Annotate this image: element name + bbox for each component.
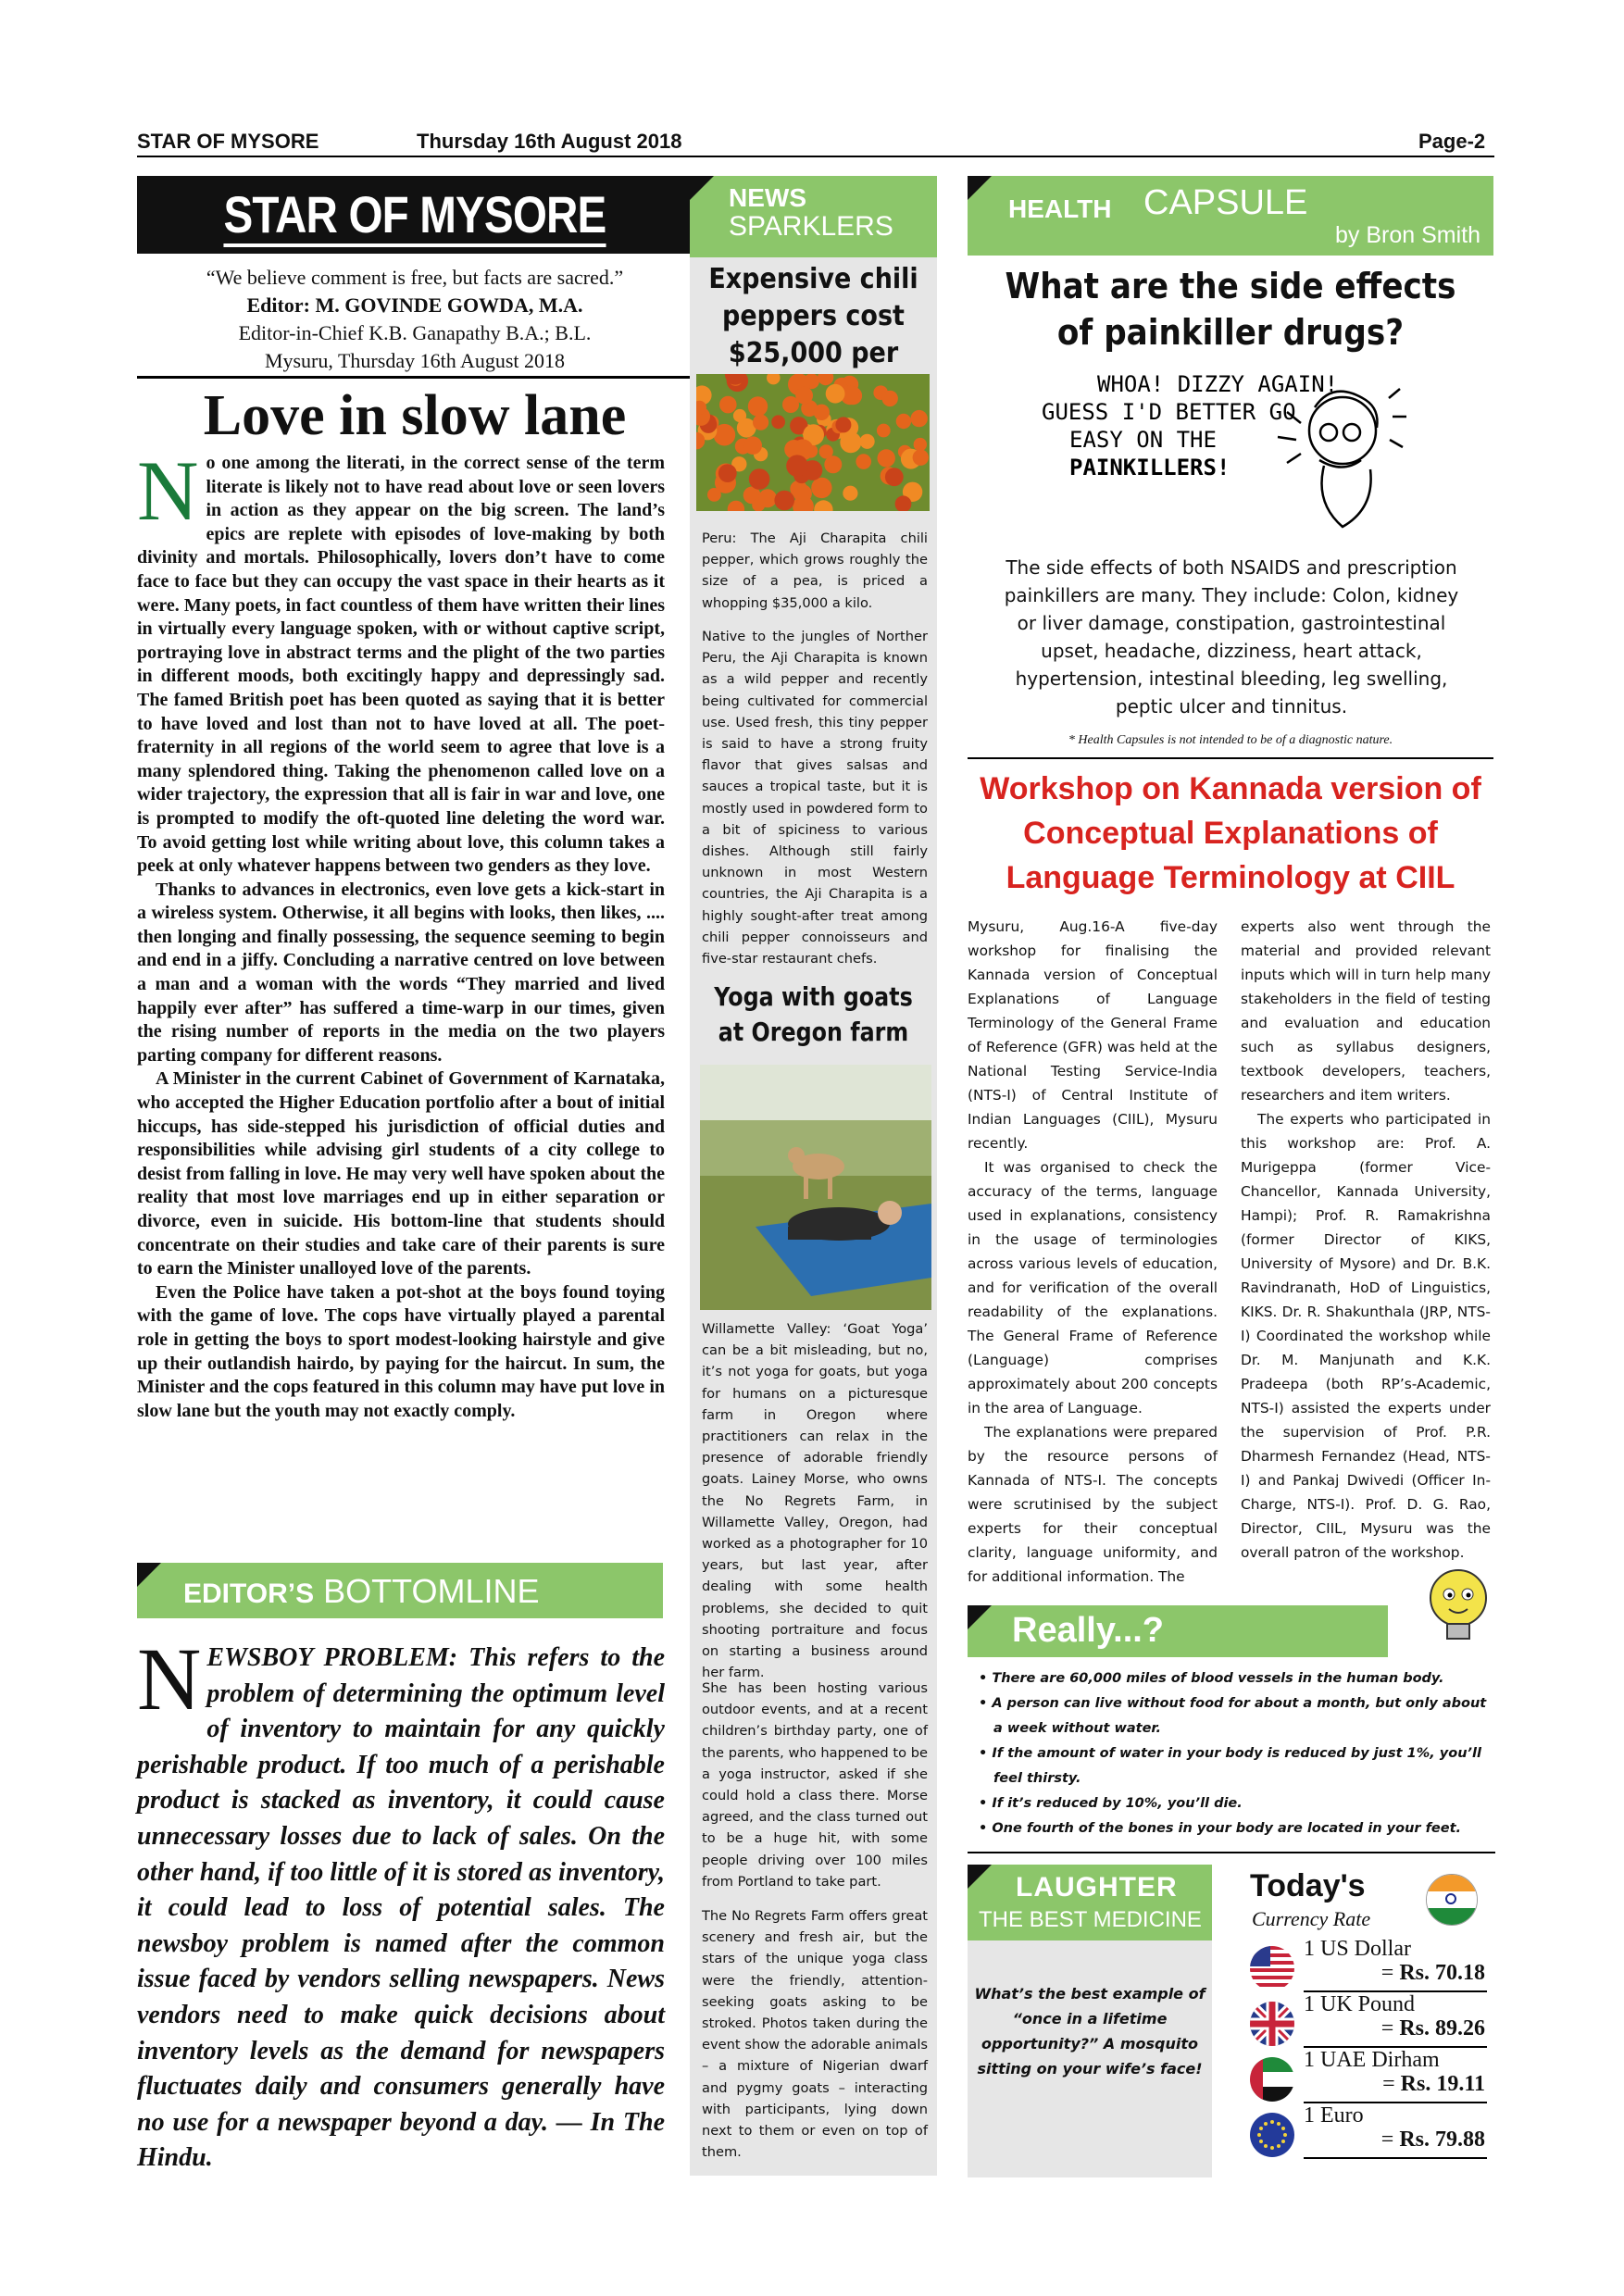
cartoon-line: GUESS I'D BETTER GO [1042,399,1296,425]
chili-pepper [860,434,875,449]
currency-name: 1 UAE Dirham [1304,2048,1440,2072]
chili-pepper [856,454,871,469]
bottomline-body: EWSBOY PROBLEM: This refers to the problem of determining the optimum level of inventory to maintain for any quickly perishable product. If too much of a perishable product is stacked as inventory, it could cause unnecessary losses due to lack of sales. On the other hand, if too little of it is stored as inventory, it could lead to loss of potential sales. The newsboy problem is named after the common issue faced by vendors selling newspapers. News vendors need to make quick decisions about inventory levels as the demand for newspapers fluctuates daily and consumers generally have no use for a newspaper beyond a day. — In The Hindu. [137,1643,665,2173]
chili-pepper [885,468,904,486]
chili-pepper [758,489,777,507]
chili-pepper [843,486,857,501]
uae-flag-icon [1250,2057,1294,2102]
currency-row [1241,1939,1493,1994]
goat-yoga-image [700,1065,931,1310]
editorial-headline: Love in slow lane [203,384,627,447]
currency-rate: Rs. 19.11 [1400,2072,1485,2096]
section-rule [968,1852,1495,1853]
fact-item: • There are 60,000 miles of blood vessels in the human body. [979,1671,1444,1686]
goat-yoga-photo [700,1065,931,1310]
masthead [137,176,693,254]
health-text: The side effects of both NSAIDS and prescription painkillers are many. They include: Colon, kidney or liver damage, constipation, gastrointestinal upset, headache, dizziness, heart attack, hypertension, intestinal bleeding, leg swelling, peptic ulcer and tinnitus. [1004,556,1459,718]
bottomline-label-bold: EDITOR’S [183,1578,315,1609]
laughter-banner [968,1865,1212,1940]
cartoon-line: PAINKILLERS! [1069,455,1230,480]
us-flag-icon [1250,1946,1294,1990]
fact-item: • A person can live without food for about a month, but only about a week without water. [979,1696,1487,1736]
editor-line: Editor: M. GOVINDE GOWDA, M.A. [246,293,583,317]
chili-pepper [911,410,928,427]
equals-sign: = [1380,2016,1400,2040]
goat-yoga-headline: Yoga with goats at Oregon farm [714,981,913,1047]
chili-pepper [743,436,762,455]
chili-pepper [753,415,768,430]
laughter-label-bottom: THE BEST MEDICINE [979,1907,1202,1932]
currency-name: 1 Euro [1304,2103,1364,2128]
workshop-paragraph: The explanations were prepared by the resource persons of Kannada of NTS-I. The concepts were scrutinised by the subject experts for their conceptual clarity, language uniformity, and for additional information. The [968,1424,1218,1585]
corner-triangle [968,1605,992,1629]
fact-item: • One fourth of the bones in your body are located in your feet. [979,1821,1462,1836]
header-rule [137,156,1494,157]
eu-flag-icon [1250,2113,1294,2157]
sparklers-label-bottom: SPARKLERS [729,211,893,242]
bottomline-banner [137,1563,663,1618]
currency-rate: Rs. 79.88 [1399,2128,1485,2152]
chili-pepper [896,414,911,429]
masthead-rule [137,376,693,379]
workshop-paragraph: It was organised to check the accuracy of the terms, language used in explanations, consistency in the usage of terminologies across various levels of education, and for verification of the overall readability of the explanations. The General Frame of Reference (Language) comprises approximately about 200 concepts in the area of Language. [968,1159,1218,1416]
chili-pepper [835,417,851,432]
chili-photo [696,374,930,511]
drop-cap: N [137,443,199,538]
chili-pepper [748,396,768,416]
currency-row [1241,2050,1493,2105]
chili-pepper [913,450,929,466]
really-label: Really...? [1012,1611,1165,1650]
editor-in-chief-line: Editor-in-Chief K.B. Ganapathy B.A.; B.L. [238,321,592,344]
cartoon-line: EASY ON THE [1069,427,1217,453]
chili-pepper [811,478,831,498]
chili-pepper-image [696,374,930,511]
really-banner [968,1605,1388,1657]
currency-name: 1 UK Pound [1304,1992,1416,2016]
chili-pepper [814,405,830,420]
currency-rate: Rs. 70.18 [1399,1961,1485,1985]
chili-pepper [826,384,845,404]
facts-list [968,1666,1495,1841]
equals-sign: = [1380,2128,1400,2152]
health-byline: by Bron Smith [1334,222,1480,248]
currency-row [1241,2105,1493,2161]
corner-triangle [690,176,714,200]
fact-item: • If it’s reduced by 10%, you’ll die. [979,1796,1243,1811]
chili-pepper [707,488,721,502]
health-label: CAPSULE [1143,183,1308,222]
masthead-title: STAR OF MYSORE [224,186,606,247]
corner-triangle [137,1563,161,1587]
equals-sign: = [1380,1961,1400,1985]
bottomline-label: BOTTOMLINE [323,1572,540,1610]
workshop-paragraph: experts also went through the material and provided relevant inputs which will in turn help many stakeholders in the field of testing and evaluation and education such as syllabus designers, textbook developers, teachers, researchers and item writers. [1241,918,1491,1104]
currency-row [1241,1994,1493,2050]
bottomline-text [137,1629,665,2177]
cartoon-line: WHOA! DIZZY AGAIN! [1097,371,1339,397]
laughter-label-top: LAUGHTER [1016,1872,1178,1903]
fact-item: • If the amount of water in your body is reduced by just 1%, you’ll feel thirsty. [979,1746,1481,1786]
currency-rate: Rs. 89.26 [1399,2016,1485,2040]
sparklers-banner [690,176,937,257]
joke-text: What’s the best example of “once in a lifetime opportunity?” A mosquito sitting on your wife’s face! [974,1985,1206,2078]
dateline: Mysuru, Thursday 16th August 2018 [264,349,566,372]
editorial-paragraph: o one among the literati, in the correct sense of the term literate is likely not to have read about love or seen lovers in action as they appear on the big screen. The land’s epics are replete with episodes of love-making by both divinity and mortals. Philosophically, lovers don’t have to come face to face but they can occupy the vast space in their hearts as it were. Many poets, in fact countless of them have written their lines in virtually every language spoken, with or without captive script, portraying love in abstract terms and the plight of the two parties in different moods, both excitingly happy and depressingly sad. The famed British poet has been quoted as saying that it is better to have loved and lost than not to have loved at all. The poet-fraternity in all regions of the world seem to agree that love is a many splendored thing. Taking the phenomenon called love on a wider trajectory, the expression that all is fair in war and love, one is prompted to modify the oft-quoted line deleting the word war. To avoid getting lost while writing about love, this column takes a peek at only whatever happens between two genders as they love. [137,453,665,877]
workshop-headline: Workshop on Kannada version of Conceptual Explanations of Language Terminology at CIIL [980,771,1481,895]
goat-yoga-body-2: The No Regrets Farm offers great scenery and fresh air, but the stars of the unique yoga class were the friendly, attention-seeking goats asking to be stroked. Photos taken during the event show the adorable animals – a mixture of Nigerian dwarf and pygmy goats – interacting with participants, lying down next to them or even on top of them. [702,1908,928,2161]
chili-pepper [771,415,785,429]
painkiller-cartoon [1032,366,1421,537]
editorial-paragraph: A Minister in the current Cabinet of Government of Karnataka, who accepted the Higher Education portfolio after a bout of initial hiccups, has side-stepped his jurisdiction of official duties and responsibilities while advising girl students of a city college to desist from falling in love. He may very well have spoken about the reality that most love marriages end up in either separation or divorce, even in suicide. His bottom-line that students should concentrate on their studies and take care of their parents is sure to earn the Minister unalloyed love of the parents. [137,1068,665,1279]
section-rule [968,757,1493,759]
chili-pepper [878,449,895,467]
chili-body: Native to the jungles of Norther Peru, the Aji Charapita is known as a wild pepper and recently being cultivated for commercial use. Used fresh, this tiny pepper is said to have a strong fruity flavor that gives salsas and sauces a tropical taste, but it is mostly used in powdered form to a bit of spiciness to various dishes. Although still fairly unknown in most Western countries, the Aji Charapita is a highly sought-after treat among chili pepper connoisseurs and five-star restaurant chefs. [702,629,928,967]
goat-yoga-body-1: She has been hosting various outdoor events, and at a recent children’s birthday party, one of the parents, who happened to be a yoga instructor, asked if she could hold a class there. Morse agreed, and the class turned out to be a huge hit, with some people driving over 100 miles from Portland to take part. [702,1680,928,1890]
page-number: Page-2 [1418,130,1486,153]
cartoon-illustration [1032,366,1421,537]
health-label-bold: HEALTH [1008,194,1112,223]
uk-flag-icon [1250,2002,1294,2046]
goat-yoga-caption: Willamette Valley: ‘Goat Yoga’ can be a bit misleading, but no, it’s not yoga for goats, but yoga for humans on a picturesque farm in Oregon where practitioners can relax in the presence of adorable friendly goats. Lainey Morse, who owns the No Regrets Farm, in Willamette Valley, Oregon, had worked as a photographer for 10 years, but last year, after dealing with some health problems, she decided to quit shooting portraiture and focus on starting a business around her farm. [702,1321,928,1681]
currency-subtitle: Currency Rate [1252,1907,1371,1930]
lightbulb-icon [1421,1565,1495,1650]
drop-cap: N [137,1629,202,1728]
chili-pepper [793,484,809,501]
editorial-body [137,443,665,1423]
chili-pepper [914,438,927,451]
chili-pepper [719,396,737,414]
health-headline: What are the side effects of painkiller drugs? [1005,266,1456,353]
chili-pepper [749,468,770,490]
editorial-paragraph: Thanks to advances in electronics, even love gets a kick-start in a wireless system. Otherwise, it all begins with looks, then likes, .... then longing and finally possessing, the sequence seeming to begin and end in a jiffy. Concluding a narrative centred on love between a man and a woman with the words “They married and lived happily ever after” has suffered a time-warp in our times, given the rising number of reports in the media on the two players parting company for different reasons. [137,879,665,1066]
corner-triangle [968,1865,992,1889]
chili-pepper [882,391,898,406]
equals-sign: = [1382,2072,1401,2096]
chili-pepper [786,455,808,477]
chili-headline: Expensive chili peppers cost $25,000 per [708,263,918,369]
corner-triangle [968,176,992,200]
motto: “We believe comment is free, but facts are sacred.” [206,266,624,289]
india-flag-icon [1426,1874,1478,1926]
health-capsule-banner [968,176,1493,256]
running-header-paper: STAR OF MYSORE [137,130,319,153]
currency-title: Today's [1250,1868,1366,1903]
chili-pepper [733,409,746,422]
sparklers-label-top: NEWS [729,183,806,212]
chili-pepper [795,387,813,405]
currency-name: 1 US Dollar [1304,1937,1411,1961]
chili-pepper [718,464,737,482]
chili-caption: Peru: The Aji Charapita chili pepper, which grows roughly the size of a pea, is priced a whopping $35,000 a kilo. [702,530,928,611]
chili-pepper [774,491,794,511]
chili-pepper [877,424,891,438]
chili-pepper [824,455,842,473]
workshop-paragraph: The experts who participated in this workshop are: Prof. A. Murigeppa (former Vice-Chancellor, Kannada University, Hampi); Prof. R. Ramakrishna (former Director of KIKS, University of Mysore) and Dr. B.K. Ravindranath, HoD of Linguistics, KIKS. Dr. R. Shakunthala (JRP, NTS-I) Coordinated the workshop while Dr. M. Manjunath and K.K. Pradeepa (both RP’s-Academic, NTS-I) assisted the experts under the supervision of Prof. P.R. Dharmesh Fernandez (Head, NTS-I) and Pankaj Dwivedi (Officer In-Charge, NTS-I). Prof. D. G. Rao, Director, CIIL, Mysuru was the overall patron of the workshop. [1241,1111,1491,1561]
workshop-column-1 [968,915,1218,1589]
running-header-date: Thursday 16th August 2018 [417,130,682,153]
workshop-paragraph: Mysuru, Aug.16-A five-day workshop for finalising the Kannada version of Conceptual Explanations of Language Terminology of the General Frame of Reference (GFR) was held at the National Testing Service-India (NTS-I) of Central Institute of Indian Languages (CIIL), Mysuru recently. [968,918,1218,1152]
health-disclaimer: * Health Capsules is not intended to be of a diagnostic nature. [1068,733,1393,747]
workshop-column-2 [1241,915,1491,1565]
editorial-paragraph: Even the Police have taken a pot-shot at the boys found toying with the game of love. The cops have virtually played a parental role in getting the boys to sport modest-looking hairstyle and give up their outlandish hairdo, by paying for the haircut. In sum, the Minister and the cops featured in this column may have put love in slow lane but the youth may not exactly comply. [137,1281,665,1421]
masthead-credits [137,264,693,375]
